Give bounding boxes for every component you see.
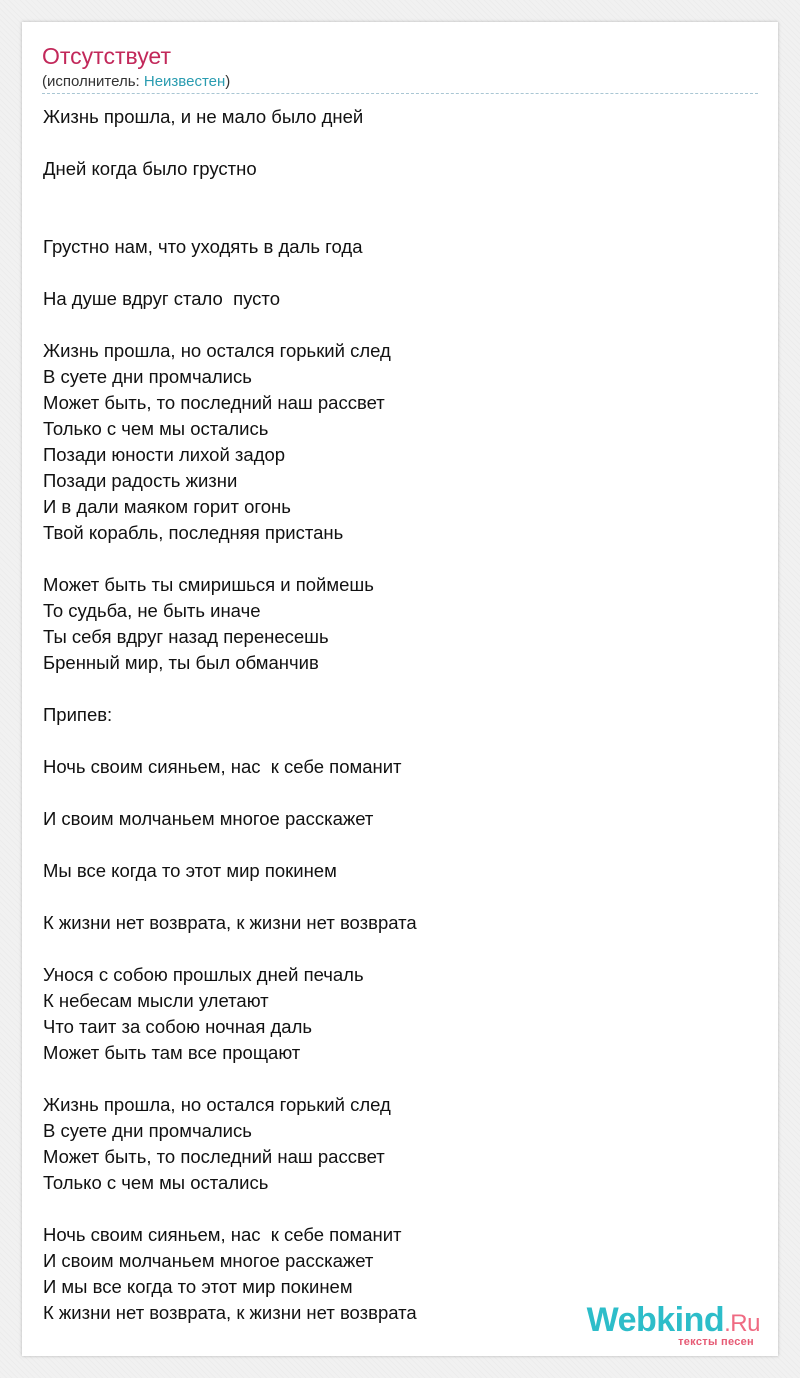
artist-link[interactable]: Неизвестен	[143, 73, 226, 90]
artist-prefix: (исполнитель:	[42, 73, 144, 90]
song-title: Отсутствует	[42, 43, 171, 69]
artist-suffix: )	[225, 73, 231, 90]
lyrics-card	[22, 22, 778, 1356]
brand-tld: .Ru	[724, 1310, 760, 1337]
brand-name: Webkind	[586, 1301, 725, 1339]
divider	[42, 93, 758, 94]
brand-logo[interactable]	[572, 1300, 772, 1350]
brand-tagline: тексты песен	[678, 1336, 754, 1348]
lyrics-text: Жизнь прошла, и не мало было дней Дней когда было грустно Грустно нам, что уходять в даль года На душе вдруг стало пусто Жизнь прошла, но остался горький след В суете дни промчались Может быть, то последний наш рассвет Только с чем мы остались Позади юности лихой задор Позади радость жизни И в дали маяком горит огонь Твой корабль, последняя пристань Может быть ты смиришься и поймешь То судьба, не быть иначе Ты себя вдруг назад перенесешь Бренный мир, ты был обманчив Припев: Ночь своим сияньем, нас к себе поманит И своим молчаньем многое расскажет Мы все когда то этот мир покинем К жизни нет возврата, к жизни нет возврата Унося с собою прошлых дней печаль К небесам мысли улетают Что таит за собою ночная даль Может быть там все прощают Жизнь прошла, но остался горький след В суете дни промчались Может быть, то последний наш рассвет Только с чем мы остались Ночь своим сияньем, нас к себе поманит И своим молчаньем многое расскажет И мы все когда то этот мир покинем К жизни нет возврата, к жизни нет возврата	[43, 106, 417, 1323]
artist-line	[42, 73, 230, 91]
